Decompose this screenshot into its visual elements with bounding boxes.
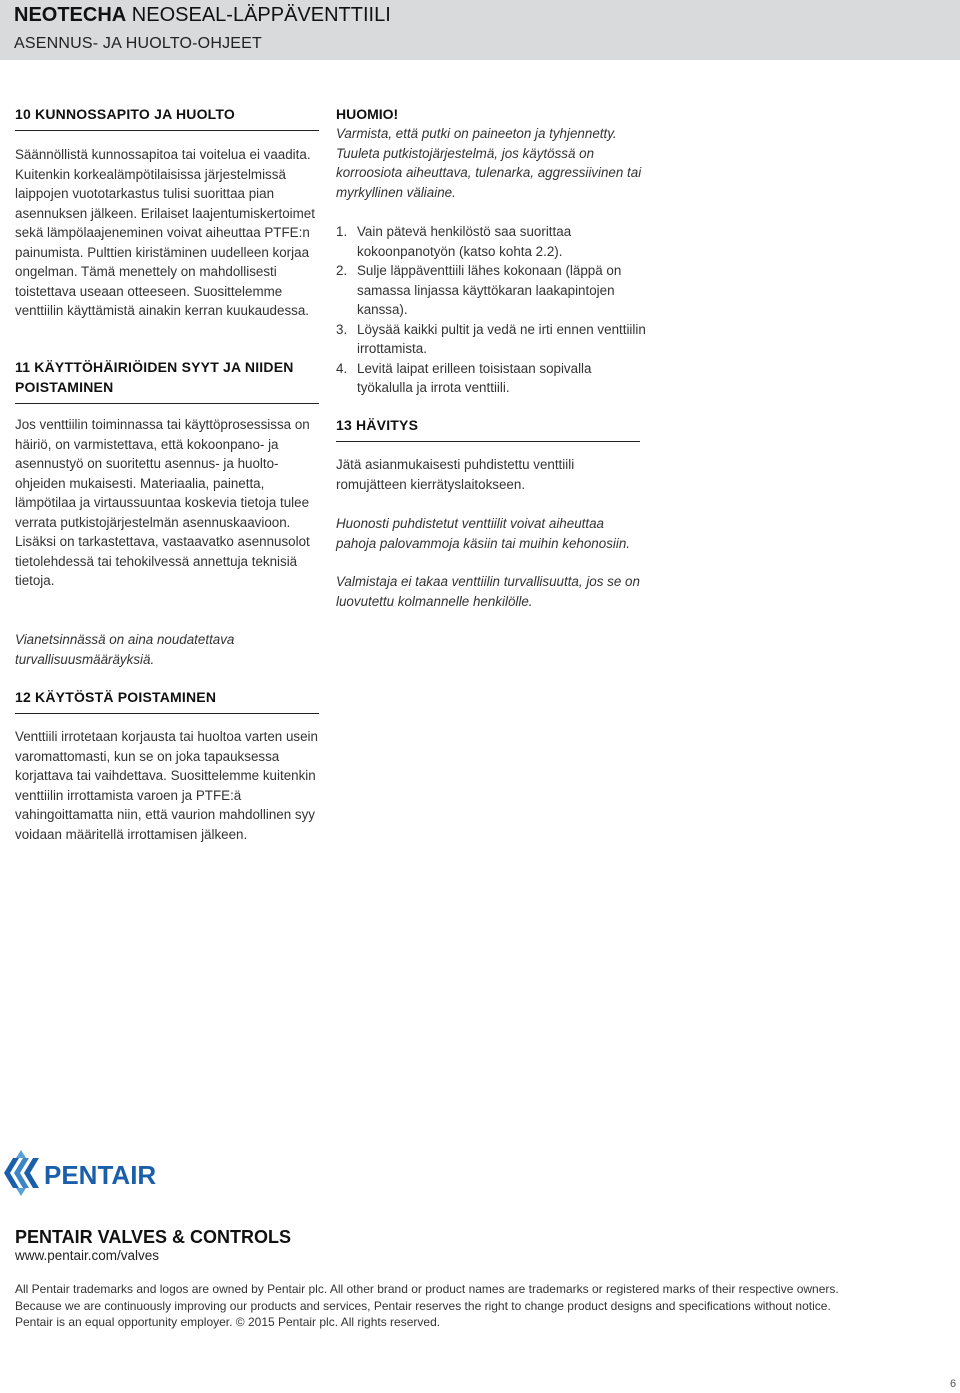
section-11 bbox=[15, 357, 325, 404]
section-13-note2: Valmistaja ei takaa venttiilin turvallisuutta, jos se on luovutettu kolmannelle henkilölle. bbox=[336, 574, 640, 609]
pentair-logo bbox=[4, 1148, 174, 1198]
section-13-heading: 13 HÄVITYS bbox=[336, 415, 640, 442]
steps-list bbox=[336, 222, 646, 398]
section-11-body-wrap bbox=[15, 415, 325, 591]
brand-name: NEOTECHA bbox=[14, 4, 127, 26]
section-12-body: Venttiili irrotetaan korjausta tai huoltoa varten usein varomattomasti, kun se on joka tapauksessa korjattava tai vaihdettava. Suosittelemme kuitenkin venttiilin irrottamista varoen ja PTFE:ä vahingoittamatta niin, että vaurion mahdollinen syy voidaan määritellä irrottamisen jälkeen. bbox=[15, 729, 318, 842]
footer-url[interactable]: www.pentair.com/valves bbox=[15, 1248, 160, 1263]
section-11-note-wrap bbox=[15, 630, 325, 669]
section-10-body-wrap bbox=[15, 145, 325, 321]
section-13 bbox=[336, 415, 646, 442]
legal-line-1: All Pentair trademarks and logos are owned by Pentair plc. All other brand or product names are trademarks or registered marks of their respective owners. bbox=[15, 1282, 839, 1296]
list-item: 4. Levitä laipat erilleen toisistaan sopivalla työkalulla ja irrota venttiili. bbox=[336, 360, 592, 395]
section-12-body-wrap bbox=[15, 727, 325, 844]
section-13-body: Jätä asianmukaisesti puhdistettu venttiili romujätteen kierrätyslaitokseen. bbox=[336, 457, 575, 492]
removal-steps bbox=[336, 222, 646, 398]
logo-wordmark: PENTAIR bbox=[44, 1160, 157, 1190]
pentair-chevron-icon bbox=[4, 1150, 39, 1196]
section-13-note1: Huonosti puhdistetut venttiilit voivat aiheuttaa pahoja palovammoja käsiin tai muihin kehonosiin. bbox=[336, 516, 631, 551]
warning-title: HUOMIO! bbox=[336, 106, 399, 122]
section-13-note1-wrap bbox=[336, 514, 646, 553]
warning-text: Varmista, että putki on paineeton ja tyhjennetty. Tuuleta putkistojärjestelmä, jos käytössä on korroosiota aiheuttava, tulenarka, aggressiivinen tai myrkyllinen väliaine. bbox=[336, 126, 642, 200]
header-band bbox=[0, 0, 960, 60]
list-item: 3. Löysää kaikki pultit ja vedä ne irti ennen venttiilin irrottamista. bbox=[336, 321, 646, 356]
legal-line-2: Because we are continuously improving our products and services, Pentair reserves the right to change product designs and specifications without notice. bbox=[15, 1298, 831, 1313]
section-10 bbox=[15, 104, 325, 131]
footer-company: PENTAIR VALVES & CONTROLS bbox=[15, 1227, 292, 1247]
product-name: NEOSEAL-LÄPPÄVENTTIILI bbox=[131, 4, 391, 26]
page-number: 6 bbox=[950, 1378, 957, 1390]
legal-line-3: Pentair is an equal opportunity employer. © 2015 Pentair plc. All rights reserved. bbox=[15, 1315, 441, 1329]
document-subtitle: ASENNUS- JA HUOLTO-OHJEET bbox=[14, 35, 262, 52]
section-13-note2-wrap bbox=[336, 572, 646, 611]
section-10-heading: 10 KUNNOSSAPITO JA HUOLTO bbox=[15, 104, 319, 131]
legal-notice bbox=[15, 1281, 945, 1331]
document-title bbox=[14, 4, 391, 26]
section-10-body: Säännöllistä kunnossapitoa tai voitelua ei vaadita. Kuitenkin korkealämpötilaisissa järjestelmissä laippojen vuototarkastus tulisi suorittaa pian asennuksen jälkeen. Erilaiset laajentumiskertoimet sekä lämpölaajeneminen voivat aiheuttaa PTFE:n painumista. Pulttien kiristäminen uudelleen korjaa ongelman. Tämä menettely on mahdollisesti toistettava useaan otteeseen. Suosittelemme venttiilin käyttämistä ainakin kerran kuukaudessa. bbox=[15, 147, 315, 318]
section-11-heading: 11 KÄYTTÖHÄIRIÖIDEN SYYT JA NIIDEN POISTAMINEN bbox=[15, 357, 319, 404]
warning-box bbox=[336, 105, 646, 202]
list-item: 2. Sulje läppäventtiili lähes kokonaan (läppä on samassa linjassa käyttökaran laakapintojen kanssa). bbox=[336, 263, 622, 317]
list-item: 1. Vain pätevä henkilöstö saa suorittaa kokoonpanotyön (katso kohta 2.2). bbox=[336, 224, 572, 259]
section-11-body: Jos venttiilin toiminnassa tai käyttöprosessissa on häiriö, on varmistettava, että kokoonpano- ja asennustyö on suoritettu asennus- ja huolto-ohjeiden mukaisesti. Materiaalia, painetta, lämpötilaa ja virtaussuuntaa koskevia tietoja tulee verrata putkistojärjestelmän asennuskaavioon. Lisäksi on tarkastettava, vastaavatko asennusolot tietolehdessä tai tehokilvessä annettuja teknisiä tietoja. bbox=[15, 417, 310, 588]
section-12-heading: 12 KÄYTÖSTÄ POISTAMINEN bbox=[15, 687, 319, 714]
section-11-note: Vianetsinnässä on aina noudatettava turvallisuusmääräyksiä. bbox=[15, 632, 235, 667]
section-13-body-wrap bbox=[336, 455, 646, 494]
section-12 bbox=[15, 687, 325, 714]
